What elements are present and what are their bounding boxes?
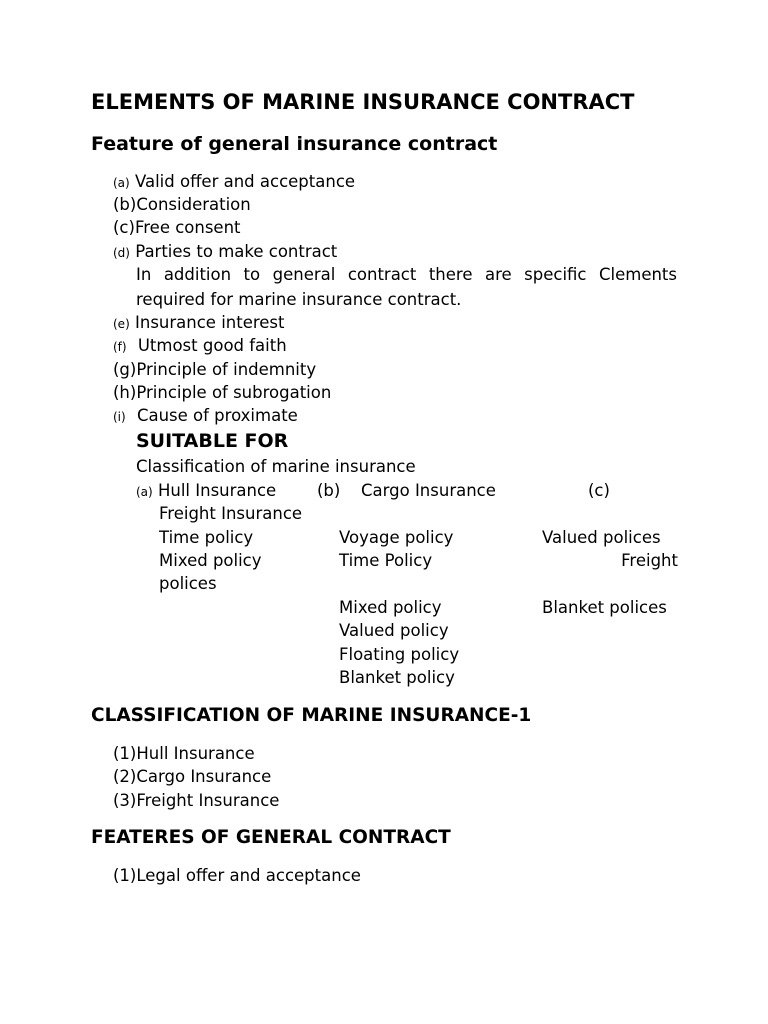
class-hull	[136, 481, 276, 500]
cargo-policy: Blanket policy	[339, 668, 455, 687]
freight-policy: Blanket polices	[542, 598, 667, 617]
list-item	[113, 313, 285, 332]
list-marker: (1)	[113, 866, 137, 885]
list-item	[113, 195, 251, 214]
freight-policy: Valued polices	[542, 528, 661, 547]
cargo-policy: Voyage policy	[339, 528, 454, 547]
list-marker: (c)	[113, 218, 135, 237]
class-marker-c: (c)	[588, 481, 610, 500]
list-item	[113, 767, 271, 786]
list-item-text: Parties to make contract	[135, 242, 338, 261]
list-marker: (g)	[113, 360, 137, 379]
list-marker: (h)	[113, 383, 137, 402]
hull-policy: Time policy	[159, 528, 254, 547]
list-item-text: Free consent	[134, 218, 241, 237]
list-item	[113, 242, 337, 261]
list-item-text: Cause of proximate	[136, 406, 298, 425]
list-item	[113, 360, 316, 379]
list-item-text: Principle of subrogation	[136, 383, 332, 402]
suitable-for-heading: SUITABLE FOR	[136, 430, 289, 452]
list-item-text: Legal offer and acceptance	[136, 866, 361, 885]
list-marker: (a)	[113, 176, 130, 190]
list-item-text: Freight Insurance	[136, 791, 280, 810]
list-item	[113, 791, 279, 810]
list-item-text: Cargo Insurance	[136, 767, 272, 786]
class-marker: (a)	[136, 485, 153, 499]
list-item-text: Consideration	[136, 195, 251, 214]
list-item-text: Valid offer and acceptance	[134, 172, 356, 191]
list-item	[113, 866, 361, 885]
list-item	[113, 336, 287, 355]
cargo-policy: Time Policy	[339, 551, 433, 570]
list-item	[113, 744, 255, 763]
list-marker: (d)	[113, 246, 130, 260]
list-marker: (b)	[113, 195, 137, 214]
list-marker: (3)	[113, 791, 137, 810]
list-item	[113, 383, 331, 402]
class-cargo: Cargo Insurance	[361, 481, 496, 500]
cargo-policy: Floating policy	[339, 645, 460, 664]
classification-label: Classification of marine insurance	[136, 457, 416, 476]
hull-policy: polices	[159, 574, 217, 593]
list-item	[113, 172, 355, 191]
list-item-text: Utmost good faith	[137, 336, 287, 355]
list-marker: (2)	[113, 767, 137, 786]
hull-policy: Mixed policy	[159, 551, 262, 570]
list-marker: (e)	[113, 317, 130, 331]
list-item-text: Hull Insurance	[136, 744, 255, 763]
class-freight: Freight Insurance	[159, 504, 303, 523]
class-label: Hull Insurance	[157, 481, 277, 500]
page-title: ELEMENTS OF MARINE INSURANCE CONTRACT	[91, 90, 635, 114]
list-marker: (i)	[113, 410, 126, 424]
list-item	[113, 218, 241, 237]
features-heading: FEATERES OF GENERAL CONTRACT	[91, 827, 451, 848]
list-item	[113, 406, 298, 425]
freight-policy: Freight	[621, 551, 678, 570]
paragraph-line: In addition to general contract there are specific Clements	[136, 265, 677, 284]
cargo-policy: Valued policy	[339, 621, 449, 640]
list-item-text: Principle of indemnity	[136, 360, 317, 379]
feature-heading: Feature of general insurance contract	[91, 133, 498, 155]
paragraph-line: required for marine insurance contract.	[136, 290, 462, 309]
class-marker-b: (b)	[317, 481, 341, 500]
list-item-text: Insurance interest	[135, 313, 285, 332]
classification-heading: CLASSIFICATION OF MARINE INSURANCE-1	[91, 705, 532, 726]
list-marker: (f)	[113, 340, 127, 354]
cargo-policy: Mixed policy	[339, 598, 442, 617]
list-marker: (1)	[113, 744, 137, 763]
